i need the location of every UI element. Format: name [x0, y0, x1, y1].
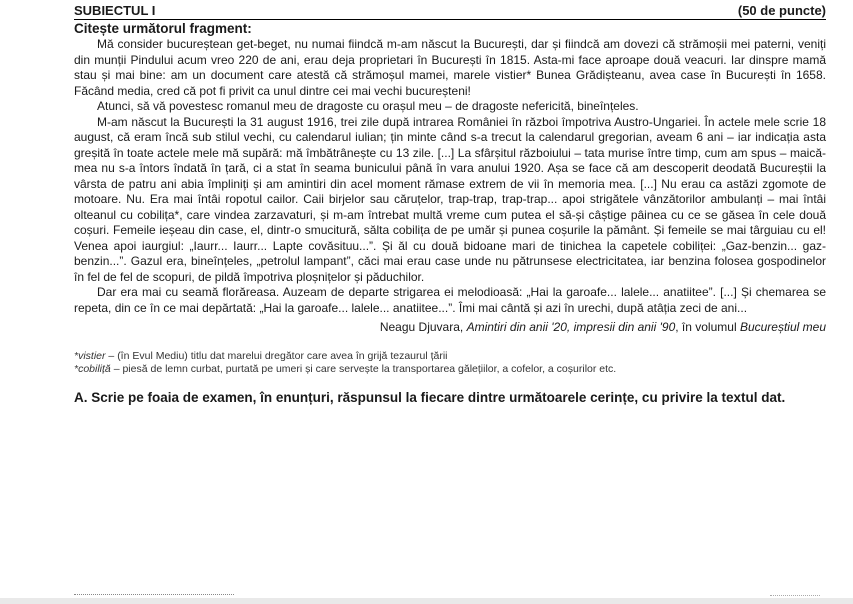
footnote — [74, 350, 826, 363]
footnote — [74, 363, 826, 376]
fragment-text — [74, 37, 826, 316]
footnote-text: – piesă de lemn curbat, purtată pe umeri și care servește la transportarea gălețiilor, a cofelor, a coșurilor etc. — [110, 362, 617, 375]
exam-page — [74, 0, 826, 406]
paragraph: Mă consider bucureștean get-beget, nu numai fiindcă m-am născut la București, dar și fiindcă am dovezi că strămoșii mei paterni, veniți din munții Pindului acum vreo 220 de ani, erau deja proprietari în București în 1815. Asta-mi face aproape două veacuri. Iar dinspre mamă stau și mai bine: am un document care atestă că strămoșul mamei, marele vistier* Bunea Grădișteanu, avea case în București în 1658. Făcând media, cred că pot fi privit ca unul dintre cei mai vechi bucureșteni! — [74, 37, 826, 98]
source-volume: Bucureștiul meu — [739, 320, 826, 334]
subject-points: (50 de puncte) — [737, 3, 826, 18]
source-citation — [74, 320, 826, 336]
paragraph: Dar era mai cu seamă florăreasa. Auzeam de departe strigarea ei melodioasă: „Hai la garoafe... lalele... anatiitee”. [...] Și chemarea se repeta, din ce în ce mai depărtată: „Hai la garoafe... lalele... anatiitee...”. Îmi mai cântă și azi în urechi, după atâția zeci de ani... — [74, 285, 826, 315]
source-author: Neagu Djuvara, — [379, 320, 464, 334]
subject-title: SUBIECTUL I — [74, 3, 156, 18]
paragraph: M-am născut la București la 31 august 1916, trei zile după intrarea României în război împotriva Austro-Ungariei. În actele mele scrie 18 august, că eram încă sub stilul vechi, cu calendarul iulian; țin minte când s-a trecut la calendarul gregorian, aveam 6 ani – iar indicația asta greșită în toate actele mele mă supără: mă îmbătrânește cu 13 zile. [...] La sfârșitul războiului – tata murise între timp, cum am spus – maică-mea nu s-a întors îndată în țară, ci a stat în seama bunicului până în vara anului 1920. Așa se face că am descoperit deodată Bucureștii la vârsta de patru ani abia împliniți și am amintiri din acel moment rămase extrem de vii în memoria mea. [...] Nu erau ca astăzi zgomote de motoare. Nu. Era mai întâi ropotul cailor. Caii birjelor sau căruțelor, trap-trap, trap-trap... apoi strigătele vânzătorilor ambulanți – mai întâi olteanul cu cobilița*, care vindea zarzavaturi, și m-am întrebat multă vreme cum putea el să-și câștige pâinea cu ce se găsea în cele două coșuri. Femeile ieșeau din case, el, dintr-o smucitură, sălta cobilița de pe umăr și punea coșurile la pământ. Și femeile se mai târguiau cu el! Venea apoi iaurgiul: „Iaurr... Iaurr... Lapte covăsituu...”. Și ăl cu două bidoane mari de tinichea la capetele cobiliței: „Gaz-benzin... gaz-benzin...”. Gazul era, bineînțeles, „petrolul lampant”, căci mai erau case unde nu pătrunsese electricitatea, iar benzina folosea gospodinelor în fel de fel de scopuri, de pildă împotriva ploșnițelor și păduchilor. — [74, 114, 826, 284]
footnote-text: – (în Evul Mediu) titlu dat marelui dregător care avea în grijă tezaurul țării — [105, 349, 448, 362]
read-instruction: Citește următorul fragment: — [74, 21, 252, 36]
source-work: Amintiri din anii '20, impresii din anii '90 — [466, 320, 676, 334]
subject-header — [74, 0, 826, 20]
footnotes — [74, 350, 826, 376]
footnote-term: *vistier — [74, 349, 106, 362]
source-middle: , în volumul — [675, 320, 737, 334]
footnote-term: *cobiliță — [74, 362, 111, 375]
page-bottom-edge — [0, 598, 853, 604]
task-a-heading: A. Scrie pe foaia de examen, în enunțuri, răspunsul la fiecare dintre următoarele cerințe, cu privire la textul dat. — [74, 389, 786, 405]
paragraph: Atunci, să vă povestesc romanul meu de dragoste cu orașul meu – de dragoste nefericită, bineînțeles. — [97, 99, 639, 113]
